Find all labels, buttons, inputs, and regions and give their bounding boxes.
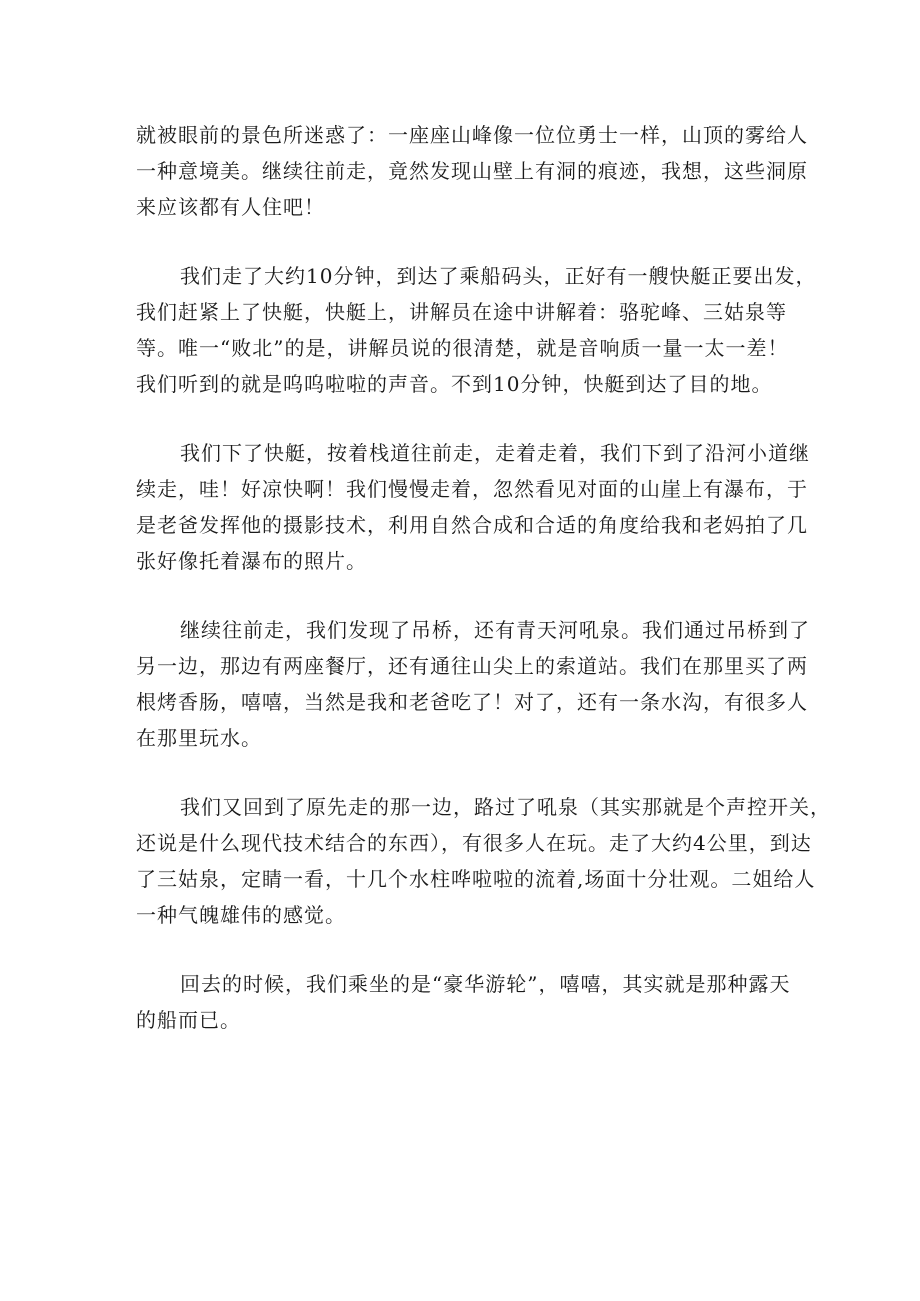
text-line: 我们听到的就是呜呜啦啦的声音。不到10分钟，快艇到达了目的地。 [136,372,773,396]
text-line: 续走，哇！好凉快啊！我们慢慢走着，忽然看见对面的山崖上有瀑布，于 [136,477,808,501]
text-line: 张好像托着瀑布的照片。 [136,549,367,573]
text-line: 在那里玩水。 [136,726,262,750]
text-line: 我们下了快艇，按着栈道往前走，走着走着，我们下到了沿河小道继 [180,441,810,465]
paragraph-6 [136,966,791,1038]
text-line: 我们赶紧上了快艇，快艇上，讲解员在途中讲解着：骆驼峰、三姑泉等 [136,300,787,324]
paragraph-1 [136,117,808,225]
text-line: 就被眼前的景色所迷惑了：一座座山峰像一位位勇士一样，山顶的雾给人 [136,123,808,147]
paragraph-5 [136,789,831,933]
text-line: 继续往前走，我们发现了吊桥，还有青天河吼泉。我们通过吊桥到了 [180,618,810,642]
text-line: 我们又回到了原先走的那一边，路过了吼泉（其实那就是个声控开关， [180,795,831,819]
text-line: 另一边，那边有两座餐厅，还有通往山尖上的索道站。我们在那里买了两 [136,654,808,678]
text-line: 等。唯一“败北”的是，讲解员说的很清楚，就是音响质一量一太一差！ [136,336,789,360]
text-line: 一种气魄雄伟的感觉。 [136,903,346,927]
paragraph-gap [136,579,786,612]
paragraph-gap [136,402,786,435]
text-line: 是老爸发挥他的摄影技术，利用自然合成和合适的角度给我和老妈拍了几 [136,513,808,537]
text-line: 我们走了大约10分钟，到达了乘船码头，正好有一艘快艇正要出发， [180,264,817,288]
text-line: 的船而已。 [136,1008,241,1032]
paragraph-2 [136,258,817,402]
text-line: 一种意境美。继续往前走，竟然发现山壁上有洞的痕迹，我想，这些洞原 [136,159,808,183]
paragraph-4 [136,612,810,756]
paragraph-gap [136,756,786,789]
article-body [136,117,831,1038]
text-line: 根烤香肠，嘻嘻，当然是我和老爸吃了！对了，还有一条水沟，有很多人 [136,690,808,714]
text-line: 还说是什么现代技术结合的东西），有很多人在玩。走了大约4公里，到达 [136,831,812,855]
paragraph-gap [136,225,786,258]
text-line: 回去的时候，我们乘坐的是“豪华游轮”，嘻嘻，其实就是那种露天 [180,972,791,996]
paragraph-gap [136,933,786,966]
paragraph-3 [136,435,810,579]
text-line: 了三姑泉，定睛一看，十几个水柱哗啦啦的流着,场面十分壮观。二姐给人 [136,867,816,891]
text-line: 来应该都有人住吧！ [136,195,325,219]
